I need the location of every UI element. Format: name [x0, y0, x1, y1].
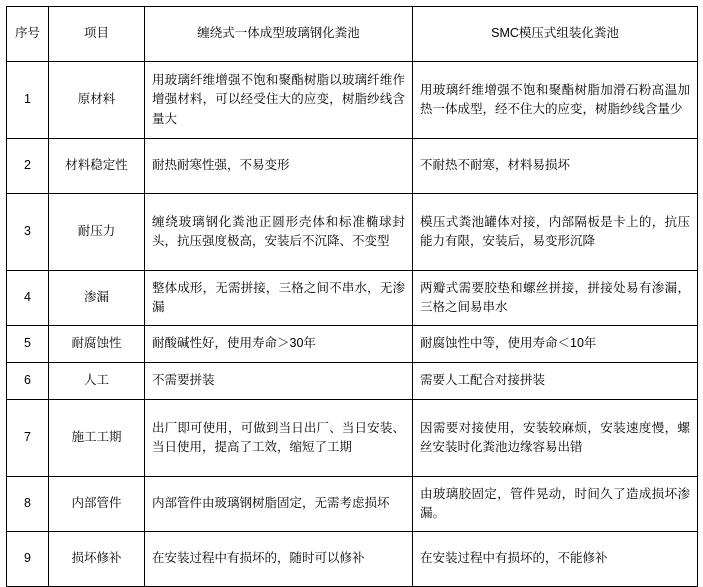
header-cell-product-b: SMC模压式组装化粪池: [413, 7, 698, 62]
row-product-a: 整体成形，无需拼接，三格之间不串水，无渗漏: [145, 271, 413, 326]
row-item: 人工: [49, 363, 145, 400]
row-no: 4: [7, 271, 49, 326]
table-row: [7, 271, 698, 326]
header-cell-product-a: 缠绕式一体成型玻璃钢化粪池: [145, 7, 413, 62]
row-item: 施工工期: [49, 400, 145, 477]
table-body: [7, 62, 698, 587]
header-cell-item: 项目: [49, 7, 145, 62]
row-product-b: 在安装过程中有损坏的，不能修补: [413, 532, 698, 587]
table-row: [7, 194, 698, 271]
row-product-a: 出厂即可使用，可做到当日出厂、当日安装、当日使用，提高了工效，缩短了工期: [145, 400, 413, 477]
row-item: 耐腐蚀性: [49, 326, 145, 363]
row-product-a: 耐酸碱性好，使用寿命＞30年: [145, 326, 413, 363]
row-product-a: 不需要拼装: [145, 363, 413, 400]
row-item: 内部管件: [49, 477, 145, 532]
comparison-table: [6, 6, 698, 587]
row-item: 耐压力: [49, 194, 145, 271]
row-no: 1: [7, 62, 49, 139]
table-header: [7, 7, 698, 62]
row-product-b: 不耐热不耐寒，材料易损坏: [413, 139, 698, 194]
row-product-a: 耐热耐寒性强，不易变形: [145, 139, 413, 194]
row-product-a: 用玻璃纤维增强不饱和聚酯树脂以玻璃纤维作增强材料，可以经受住大的应变，树脂纱线含量大: [145, 62, 413, 139]
table-row: [7, 532, 698, 587]
row-no: 7: [7, 400, 49, 477]
row-product-a: 内部管件由玻璃钢树脂固定，无需考虑损坏: [145, 477, 413, 532]
row-product-b: 耐腐蚀性中等，使用寿命＜10年: [413, 326, 698, 363]
row-no: 6: [7, 363, 49, 400]
row-product-b: 因需要对接使用，安装较麻烦，安装速度慢，螺丝安装时化粪池边缘容易出错: [413, 400, 698, 477]
row-product-b: 用玻璃纤维增强不饱和聚酯树脂加滑石粉高温加热一体成型，经不住大的应变，树脂纱线含量少: [413, 62, 698, 139]
row-item: 材料稳定性: [49, 139, 145, 194]
row-product-b: 两瓣式需要胶垫和螺丝拼接，拼接处易有渗漏，三格之间易串水: [413, 271, 698, 326]
row-no: 2: [7, 139, 49, 194]
row-product-b: 模压式粪池罐体对接，内部隔板是卡上的，抗压能力有限，安装后，易变形沉降: [413, 194, 698, 271]
row-item: 原材料: [49, 62, 145, 139]
table-row: [7, 400, 698, 477]
row-product-a: 在安装过程中有损坏的，随时可以修补: [145, 532, 413, 587]
table-row: [7, 477, 698, 532]
row-no: 3: [7, 194, 49, 271]
table-row: [7, 363, 698, 400]
header-cell-no: 序号: [7, 7, 49, 62]
row-product-a: 缠绕玻璃钢化粪池正圆形壳体和标准椭球封头，抗压强度极高，安装后不沉降、不变型: [145, 194, 413, 271]
row-no: 9: [7, 532, 49, 587]
table-header-row: [7, 7, 698, 62]
row-no: 8: [7, 477, 49, 532]
table-row: [7, 326, 698, 363]
row-product-b: 由玻璃胶固定，管件晃动，时间久了造成损坏渗漏。: [413, 477, 698, 532]
row-item: 损坏修补: [49, 532, 145, 587]
row-no: 5: [7, 326, 49, 363]
row-product-b: 需要人工配合对接拼装: [413, 363, 698, 400]
table-row: [7, 62, 698, 139]
table-row: [7, 139, 698, 194]
row-item: 渗漏: [49, 271, 145, 326]
